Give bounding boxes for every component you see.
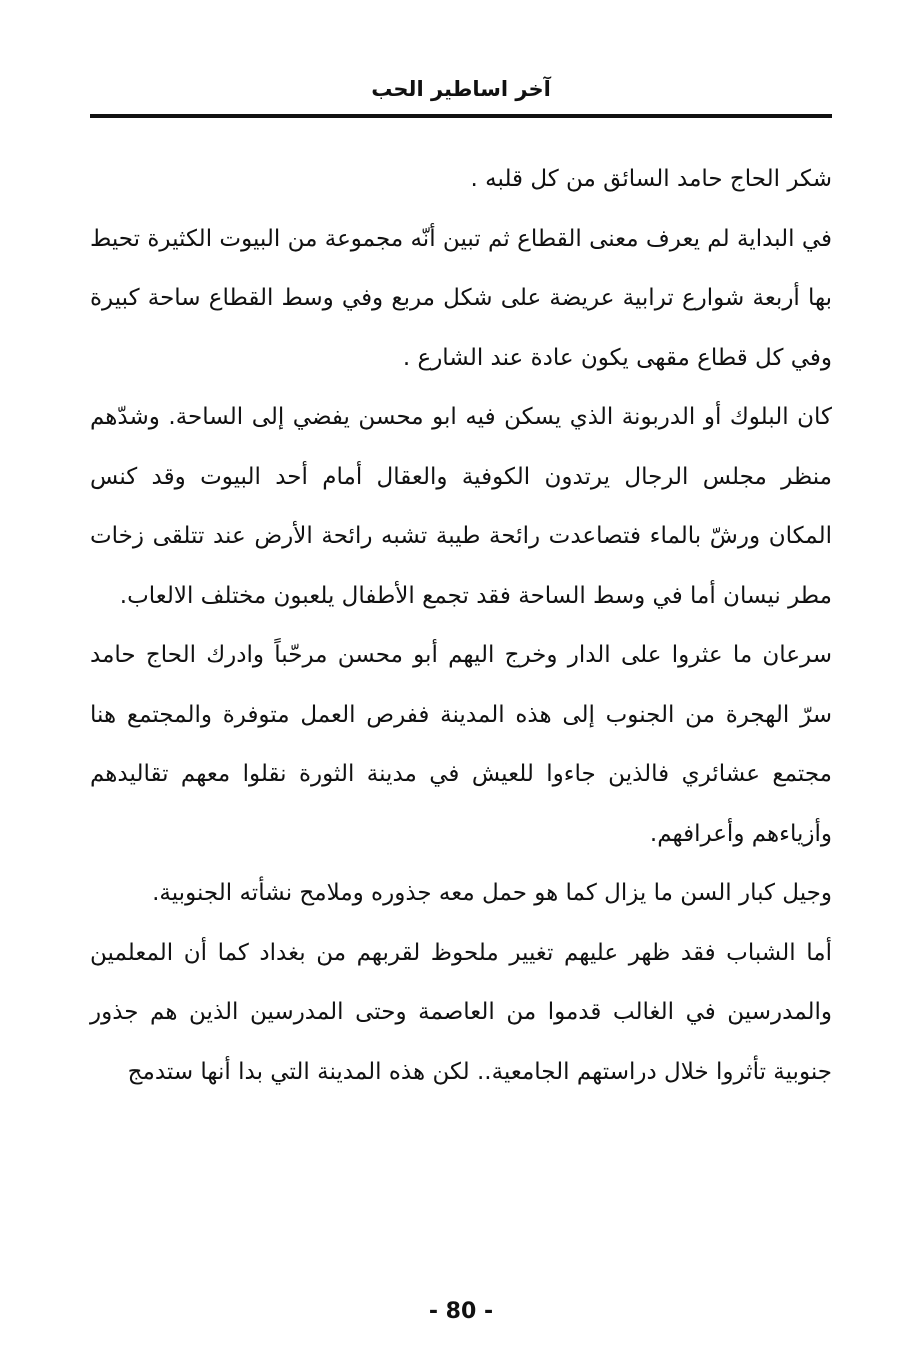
header-rule [90, 114, 832, 118]
paragraph-6: أما الشباب فقد ظهر عليهم تغيير ملحوظ لقربهم من بغداد كما أن المعلمين والمدرسين في الغالب قدموا من العاصمة وحتى المدرسين الذين هم جذور جنوبية تأثروا خلال دراستهم الجامعية.. لكن هذه المدينة التي بدا أنها ستدمج [90, 939, 832, 1085]
paragraph-3: كان البلوك أو الدربونة الذي يسكن فيه ابو محسن يفضي إلى الساحة. وشدّهم منظر مجلس الرجال يرتدون الكوفية والعقال أمام أحد البيوت وقد كنس المكان ورشّ بالماء فتصاعدت رائحة طيبة تشبه رائحة الأرض عند تتلقى زخات مطر نيسان أما في وسط الساحة فقد تجمع الأطفال يلعبون مختلف الالعاب. [90, 404, 832, 609]
running-header-title: آخر اساطير الحب [371, 77, 551, 101]
page-number: - 80 - [428, 1299, 494, 1324]
body-text [90, 150, 832, 1102]
paragraph-5: وجيل كبار السن ما يزال كما هو حمل معه جذوره وملامح نشأته الجنوبية. [152, 880, 832, 906]
paragraph-2: في البداية لم يعرف معنى القطاع ثم تبين أنّه مجموعة من البيوت الكثيرة تحيط بها أربعة شوارع ترابية عريضة على شكل مربع وفي وسط القطاع ساحة كبيرة وفي كل قطاع مقهى يكون عادة عند الشارع . [90, 225, 832, 371]
paragraph-1: شكر الحاج حامد السائق من كل قلبه . [470, 166, 832, 192]
paragraph-4: سرعان ما عثروا على الدار وخرج اليهم أبو محسن مرحّباً وادرك الحاج حامد سرّ الهجرة من الجنوب إلى هذه المدينة ففرص العمل متوفرة والمجتمع هنا مجتمع عشائري فالذين جاءوا للعيش في مدينة الثورة نقلوا معهم تقاليدهم وأزياءهم وأعرافهم. [90, 642, 832, 847]
